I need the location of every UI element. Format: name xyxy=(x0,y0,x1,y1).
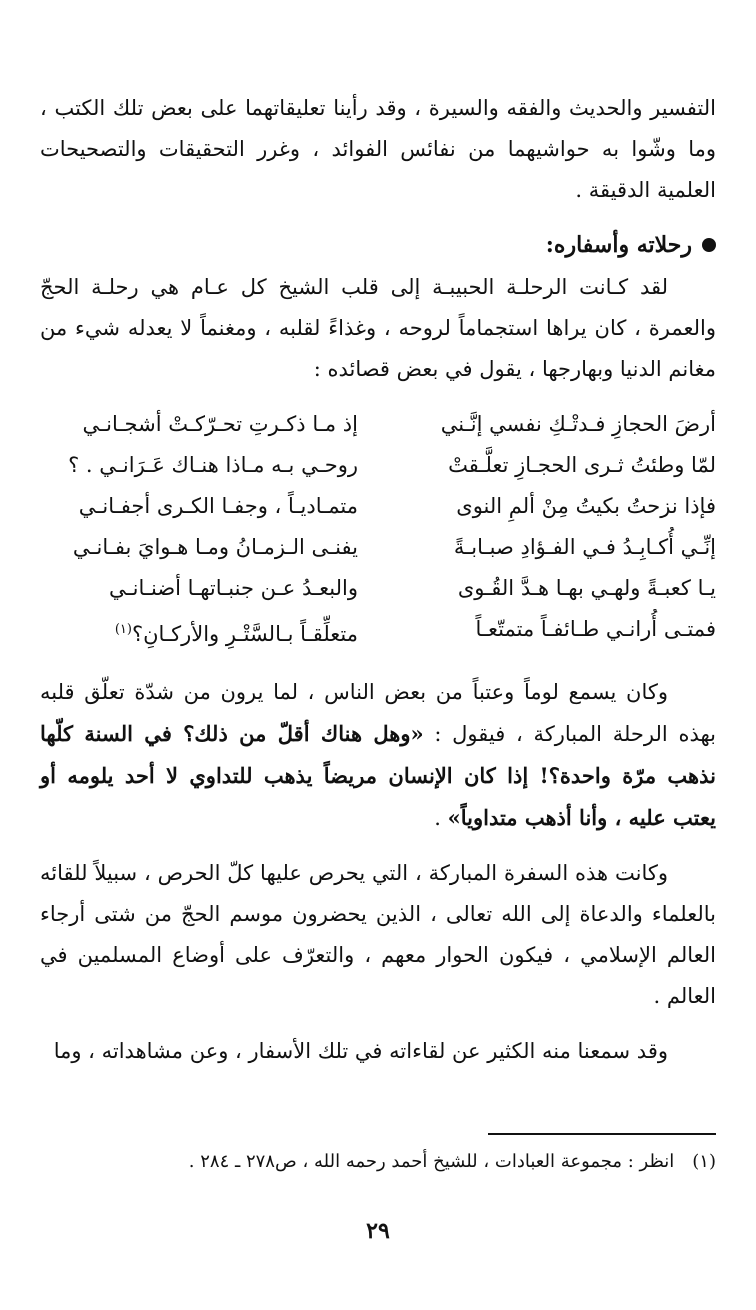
footnote-divider xyxy=(488,1133,716,1135)
verse-second-hemistich: متمـاديـاً ، وجفـا الكـرى أجفـانـي xyxy=(78,494,358,518)
verse-first-hemistich: فإذا نزحتُ بكيتُ مِنْ ألمِ النوى xyxy=(456,494,716,518)
bullet-icon xyxy=(702,238,716,252)
footnote-text: انظر : مجموعة العبادات ، للشيخ أحمد رحمه الله ، ص٢٧٨ ـ ٢٨٤ . xyxy=(188,1151,675,1172)
section-heading xyxy=(40,225,716,265)
verse-first-hemistich: يـا كعبـةً ولهـي بهـا هـدَّ القُـوى xyxy=(457,576,716,600)
verse-second-hemistich: والبعـدُ عـن جنبـاتهـا أضنـانـي xyxy=(108,576,358,600)
verse-first-hemistich: فمتـى أُرانـي طـائفـاً متمتّعـاً xyxy=(475,617,716,641)
verse-second-hemistich: روحـي بـه مـاذا هنـاك عَـرَانـي . ؟ xyxy=(68,453,358,477)
footnote-reference[interactable]: (١) xyxy=(114,622,132,637)
verse-first-hemistich: أرضَ الحجازِ فـدتْـكِ نفسي إنَّـني xyxy=(440,412,716,436)
footnote-number: (١) xyxy=(692,1151,716,1172)
section-heading-text: رحلاته وأسفاره: xyxy=(545,232,692,258)
verse-second-hemistich xyxy=(40,609,358,650)
poem-verse xyxy=(40,404,716,445)
poem-verse xyxy=(40,568,716,609)
poem-verse xyxy=(40,486,716,527)
page-body xyxy=(40,88,716,1072)
paragraph-journey: وكانت هذه السفرة المباركة ، التي يحرص عليها كلّ الحرص ، سبيلاً للقائه بالعلماء والدعاة إلى الله تعالى ، الذين يحضرون موسم الحجّ من شتى أرجاء العالم الإسلامي ، فيكون الحوار معهم ، والتعرّف على أوضاع المسلمين في العالم . xyxy=(40,861,716,1008)
poem xyxy=(40,404,716,650)
footnote xyxy=(40,1147,716,1177)
paragraph-blame-intro: وكان يسمع لوماً وعتباً من بعض الناس ، لما يرون من شدّة تعلّق قلبه بهذه الرحلة المباركة ، فيقول : xyxy=(40,680,716,746)
paragraph-blame xyxy=(40,672,716,839)
verse-second-hemistich: يفنـى الـزمـانُ ومـا هـوايَ بفـانـي xyxy=(72,535,358,559)
poem-verse xyxy=(40,527,716,568)
paragraph-travels: لقد كـانت الرحلـة الحبيبـة إلى قلب الشيخ كل عـام هي رحلـة الحجّ والعمرة ، كان يراها استجماماً لروحه ، وغذاءً لقلبه ، ومغنماً لا يعدله شيء من مغانم الدنيا وبهارجها ، يقول في بعض قصائده : xyxy=(40,275,716,381)
verse-second-hemistich: إذ مـا ذكـرتِ تحـرّكـتْ أشجـانـي xyxy=(82,412,358,436)
verse-second-hemistich-text: متعلِّقـاً بـالسَّتْـرِ والأركـانِ؟ xyxy=(131,622,358,646)
paragraph-intro: التفسير والحديث والفقه والسيرة ، وقد رأينا تعليقاتهما على بعض تلك الكتب ، وما وشّوا به حواشيهما من نفائس الفوائد ، وغرر التحقيقات والتصحيحات العلمية الدقيقة . xyxy=(40,96,716,202)
quote-bold: «وهل هناك أقلّ من ذلك؟ في السنة كلّها نذهب مرّة واحدة؟! إذا كان الإنسان مريضاً يذهب للتداوي لا أحد يلومه أو يعتب عليه ، وأنا أذهب متداوياً» xyxy=(40,721,716,830)
paragraph-blame-end: . xyxy=(434,806,448,830)
verse-first-hemistich: لمّا وطئتُ ثـرى الحجـازِ تعلَّـقتْ xyxy=(448,453,716,477)
verse-first-hemistich: إنِّـي أُكـابِـدُ فـي الفـؤادِ صبـابـةً xyxy=(453,535,716,559)
poem-verse xyxy=(40,445,716,486)
poem-verse xyxy=(40,609,716,650)
page-number: ٢٩ xyxy=(366,1218,390,1244)
paragraph-meetings: وقد سمعنا منه الكثير عن لقاءاته في تلك الأسفار ، وعن مشاهداته ، وما xyxy=(53,1039,668,1063)
